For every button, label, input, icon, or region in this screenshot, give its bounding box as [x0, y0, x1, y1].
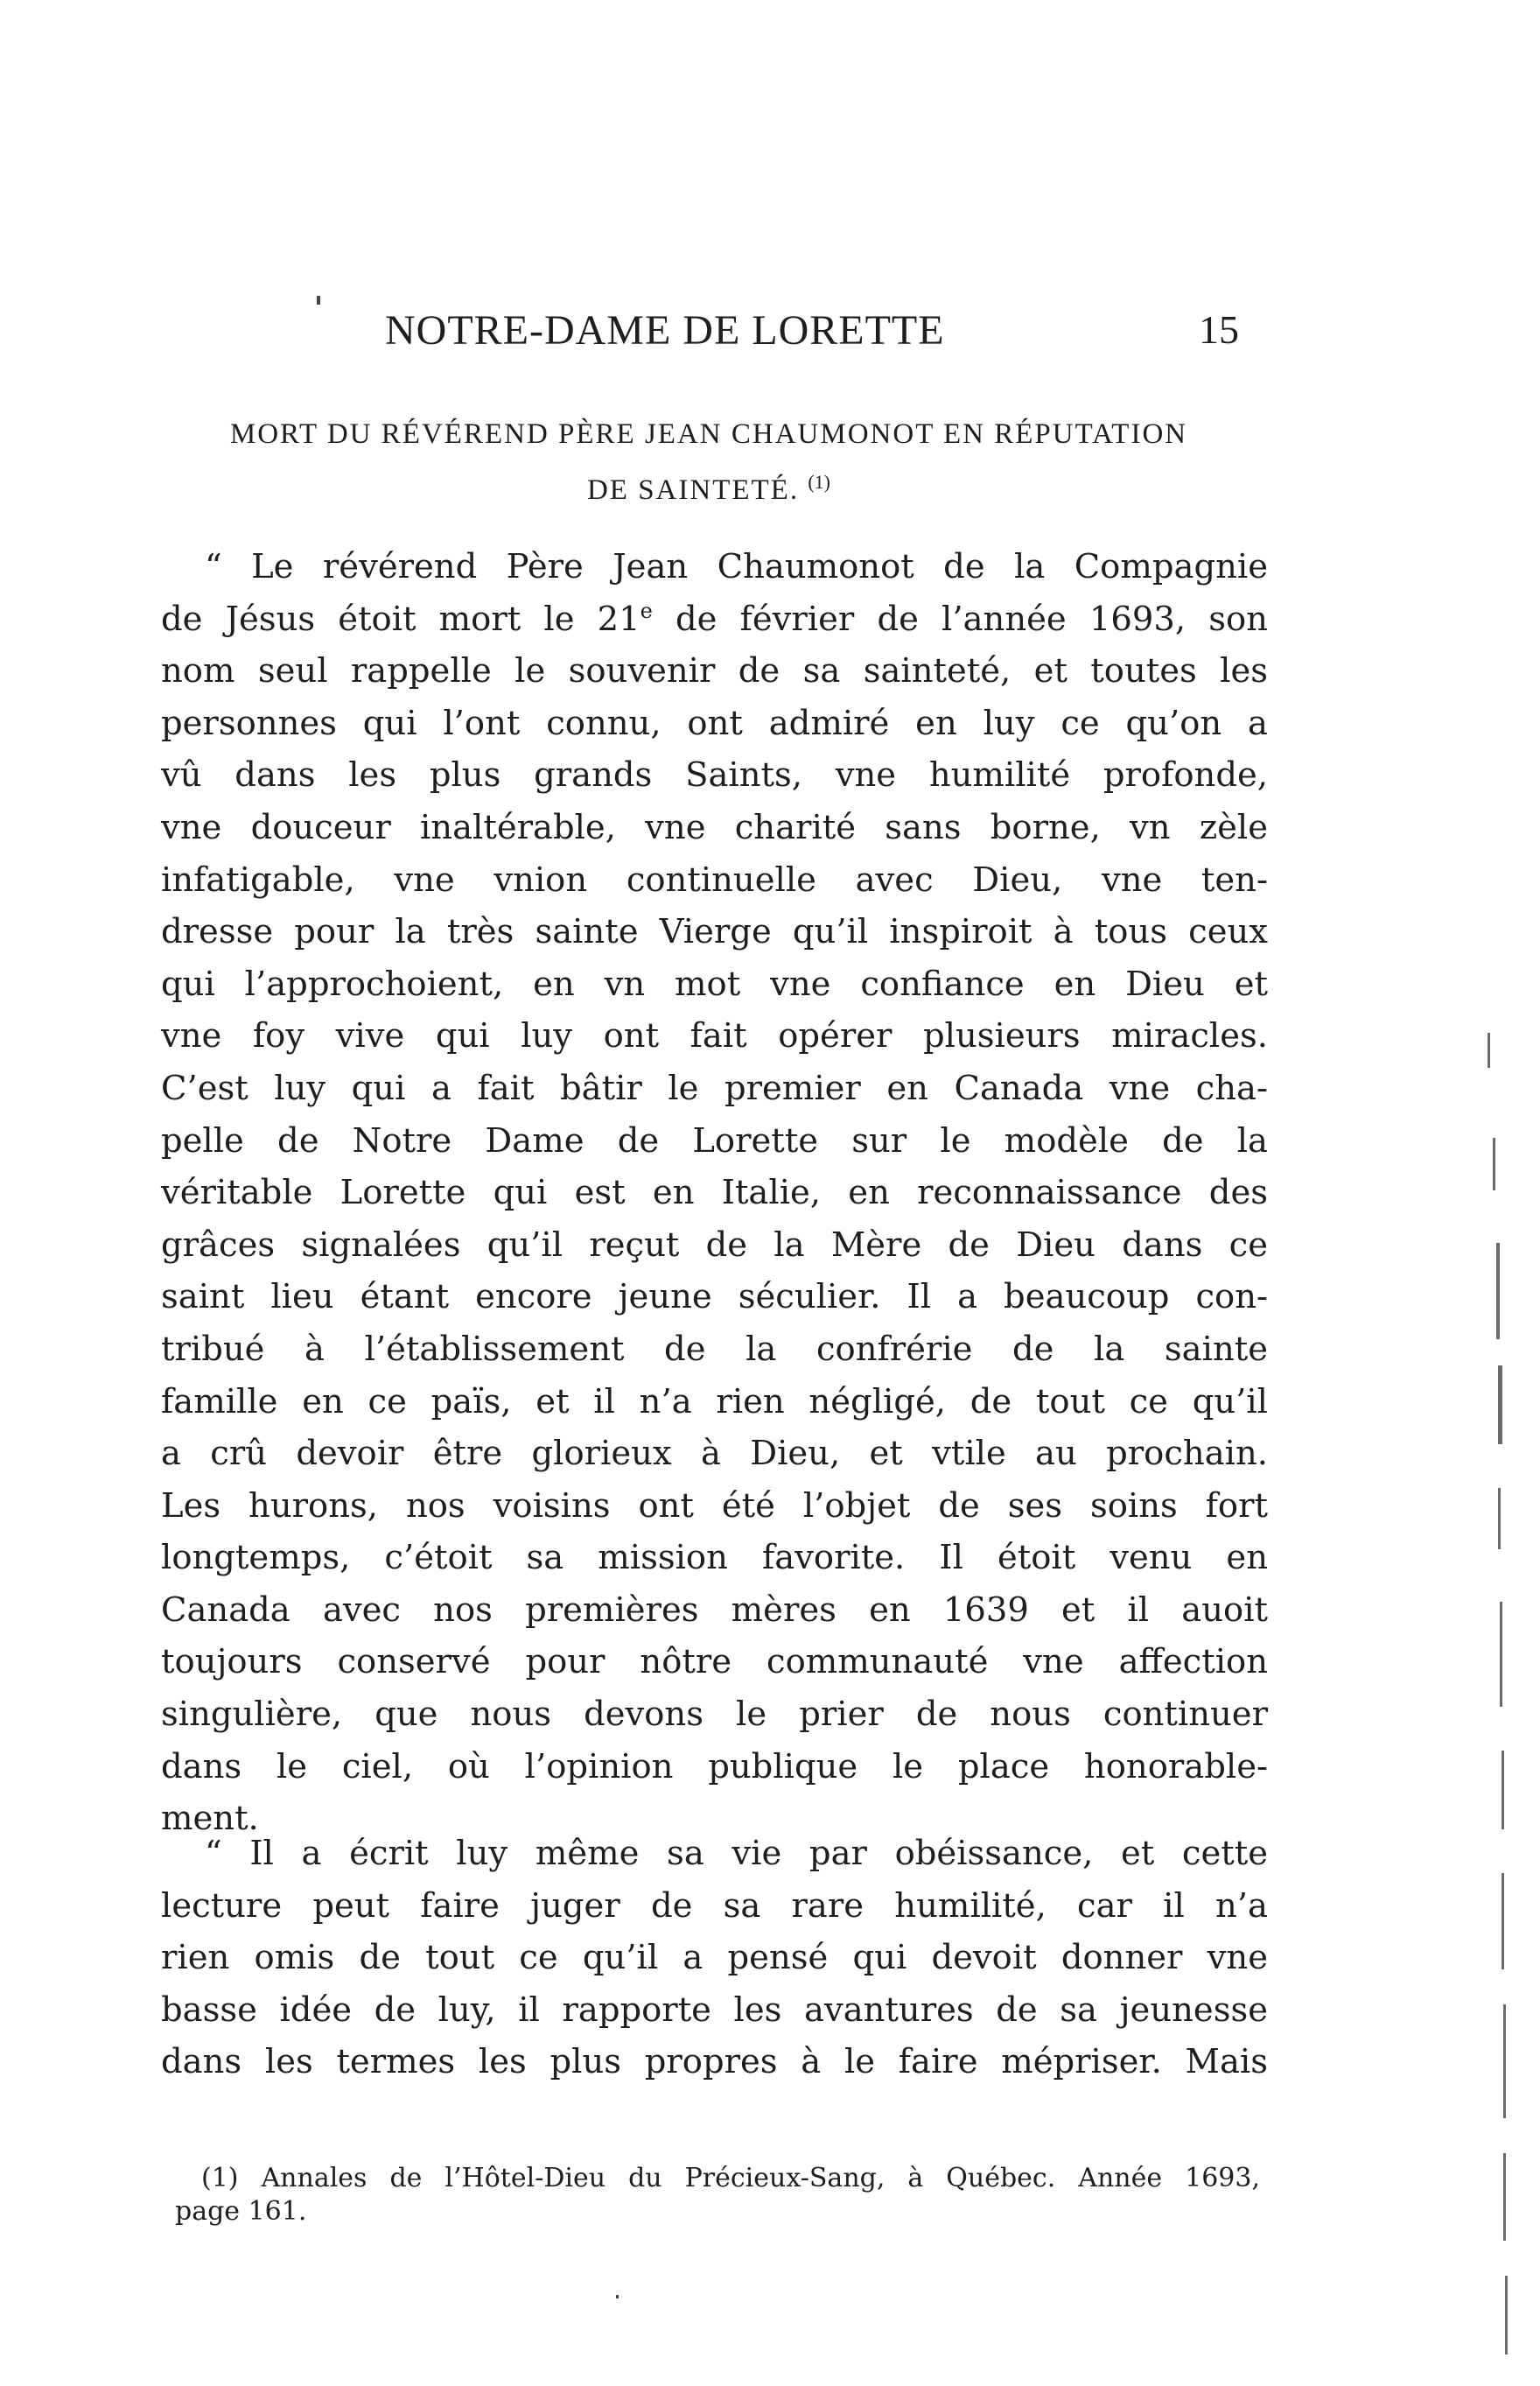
text-segment: de février de l’année 1693, son [652, 599, 1268, 639]
text-line: dresse pour la très sainte Vierge qu’il inspiroit à tous ceux [161, 912, 1268, 952]
text-line: vne douceur inaltérable, vne charité sans borne, vn zèle [161, 807, 1268, 847]
chapter-heading-line-1: MORT DU RÉVÉREND PÈRE JEAN CHAUMONOT EN RÉPUTATION [229, 418, 1188, 450]
text-line: personnes qui l’ont connu, ont admiré en luy ce qu’on a [161, 703, 1268, 743]
text-line: a crû devoir être glorieux à Dieu, et vtile au prochain. [161, 1434, 1268, 1474]
text-line: toujours conservé pour nôtre communauté vne affection [161, 1642, 1268, 1682]
text-line: Les hurons, nos voisins ont été l’objet de ses soins fort [161, 1485, 1268, 1526]
text-segment: de Jésus étoit mort le 21 [161, 599, 640, 639]
text-line: tribué à l’établissement de la confrérie de la sainte [161, 1329, 1268, 1369]
margin-scan-mark [1493, 1138, 1495, 1190]
text-line [161, 593, 1268, 646]
margin-scan-mark [1505, 2276, 1508, 2354]
text-line: vne foy vive qui luy ont fait opérer plusieurs miracles. [161, 1016, 1268, 1056]
text-line: Canada avec nos premières mères en 1639 et il auoit [161, 1589, 1268, 1630]
text-line: C’est luy qui a fait bâtir le premier en Canada vne cha- [161, 1068, 1268, 1108]
text-line: dans le ciel, où l’opinion publique le place honorable- [161, 1746, 1268, 1786]
text-line: pelle de Notre Dame de Lorette sur le modèle de la [161, 1120, 1268, 1161]
margin-scan-mark [1498, 1365, 1502, 1444]
page-number: 15 [1199, 307, 1239, 352]
superscript: e [640, 598, 653, 623]
text-line: rien omis de tout ce qu’il a pensé qui devoit donner vne [161, 1938, 1268, 1978]
ink-speck [616, 2295, 619, 2298]
footnote-line: page 161. [175, 2196, 307, 2227]
margin-scan-mark [1502, 1873, 1504, 1969]
margin-scan-mark [1488, 1033, 1490, 1068]
ink-speck [317, 296, 320, 305]
footnote-reference: (1) [808, 471, 831, 493]
margin-scan-mark [1503, 2153, 1506, 2241]
text-line: vû dans les plus grands Saints, vne humilité profonde, [161, 755, 1268, 796]
text-line: qui l’approchoient, en vn mot vne confiance en Dieu et [161, 964, 1268, 1004]
text-line: “ Il a écrit luy même sa vie par obéissance, et cette [205, 1834, 1268, 1873]
text-line: véritable Lorette qui est en Italie, en reconnaissance des [161, 1173, 1268, 1213]
margin-scan-mark [1503, 2004, 1506, 2118]
margin-scan-mark [1498, 1488, 1501, 1549]
chapter-heading-text: DE SAINTETÉ. [586, 474, 800, 506]
margin-scan-mark [1496, 1243, 1500, 1339]
text-line: lecture peut faire juger de sa rare humilité, car il n’a [161, 1885, 1268, 1926]
text-line: basse idée de luy, il rapporte les avantures de sa jeunesse [161, 1990, 1268, 2030]
margin-scan-mark [1502, 1751, 1504, 1829]
text-line: dans les termes les plus propres à le faire mépriser. Mais [161, 2042, 1268, 2082]
text-line: grâces signalées qu’il reçut de la Mère de Dieu dans ce [161, 1225, 1268, 1265]
text-line: “ Le révérend Père Jean Chaumonot de la Compagnie [205, 547, 1268, 586]
text-line: longtemps, c’étoit sa mission favorite. Il étoit venu en [161, 1538, 1268, 1578]
text-line: infatigable, vne vnion continuelle avec Dieu, vne ten- [161, 860, 1268, 900]
text-line: saint lieu étant encore jeune séculier. Il a beaucoup con- [161, 1277, 1268, 1317]
margin-scan-mark [1500, 1602, 1502, 1707]
text-line: famille en ce païs, et il n’a rien négligé, de tout ce qu’il [161, 1381, 1268, 1421]
footnote [175, 2162, 1260, 2228]
text-line: ment. [161, 1799, 259, 1839]
chapter-heading-line-2 [158, 471, 1260, 507]
footnote-line: (1) Annales de l’Hôtel-Dieu du Précieux-Sang, à Québec. Année 1693, [201, 2163, 1260, 2193]
text-line: nom seul rappelle le souvenir de sa sainteté, et toutes les [161, 651, 1268, 691]
paragraph-2 [161, 1828, 1268, 2088]
running-title: NOTRE-DAME DE LORETTE [385, 307, 945, 354]
text-line: singulière, que nous devons le prier de nous continuer [161, 1695, 1268, 1735]
paragraph-1 [161, 541, 1268, 1845]
